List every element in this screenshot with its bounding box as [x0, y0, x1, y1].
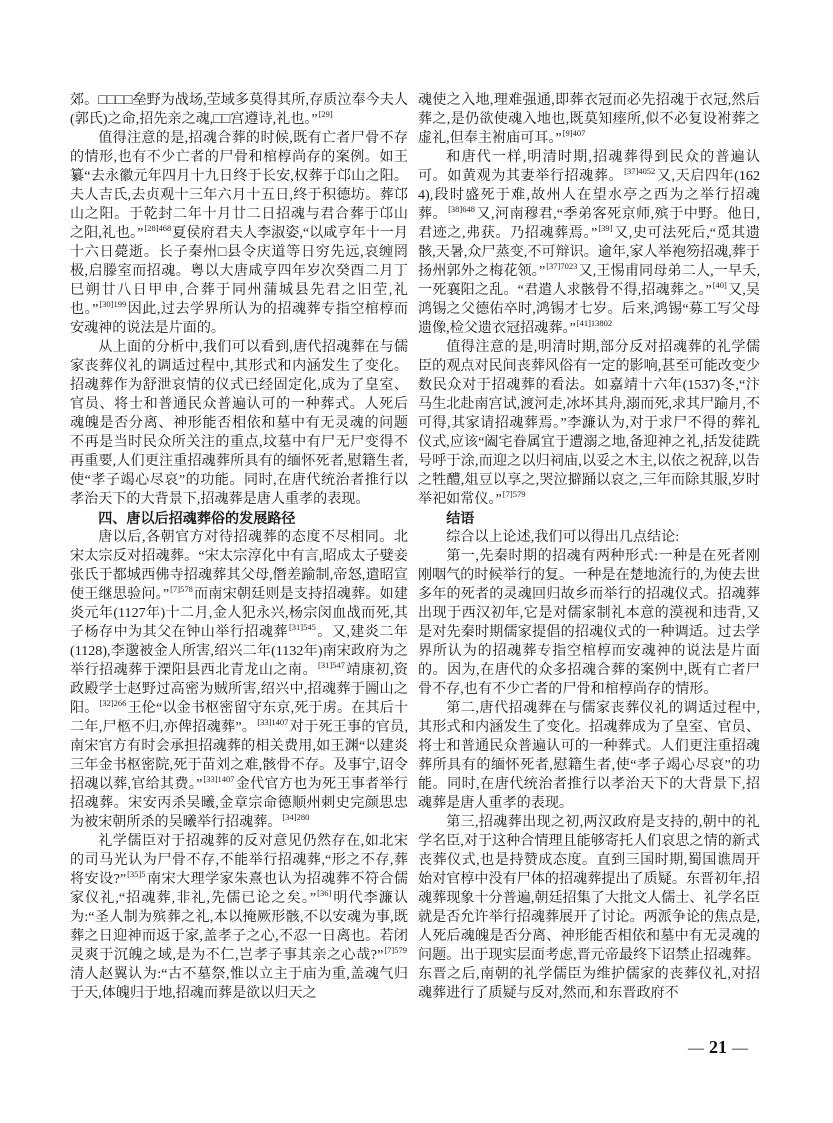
citation-superscript: [41]13802: [576, 318, 613, 329]
paragraph: 第三,招魂葬出现之初,两汉政府是支持的,朝中的礼学名臣,对于这种合情理且能够寄托人们哀思之情的新式丧葬仪式,也是持赞成态度。直到三国时期,蜀国谯周开始对官椁中没有尸体的招魂葬提出了质疑。东晋初年,招魂葬现象十分普遍,朝廷招集了大批文人儒士、礼学名臣就是否允许举行招魂葬展开了讨论。两派争论的焦点是,人死后魂魄是否分离、神形能否相依和墓中有无灵魂的问题。出于现实层面考虑,晋元帝最终下诏禁止招魂葬。东晋之后,南朝的礼学儒臣为维护儒家的丧葬仪礼,对招魂葬进行了质疑与反对,然而,和东晋政府不: [418, 814, 760, 1001]
paragraph: 礼学儒臣对于招魂葬的反对意见仍然存在,如北宋的司马光认为尸骨不存,不能举行招魂葬,“形之不存,葬将安设?”$^{[35]5}$南宋大理学家朱熹也认为招魂葬不符合儒家仪礼,“招魂葬,非礼,先儒已论之矣。”[36]明代李濂认为:“圣人制为殡葬之礼,本以掩厥形骸,不以安魂为事,既葬之日迎神而返于家,盖孝子之心,不忍一日离也。若闭灵爽于沉魄之域,是为不仁,岂孝子事其亲之心哉?”$^{[7]579}$清人赵翼认为:“古不墓祭,惟以立主于庙为重,盖魂气归于天,体魄归于地,招魂而葬是欲以归天之: [70, 833, 409, 1001]
citation-superscript: [30]199: [99, 299, 127, 310]
citation-superscript: [33]1407: [257, 717, 289, 728]
paragraph: 综合以上论述,我们可以得出几点结论:: [446, 529, 680, 545]
citation-superscript: [31]547: [318, 660, 345, 671]
left-column: [70, 91, 408, 1003]
section-heading: 四、唐以后招魂葬俗的发展路径: [98, 510, 296, 526]
right-column: [418, 91, 760, 1003]
paragraph: 唐以后,各朝官方对待招魂葬的态度不尽相同。北宋太宗反对招魂葬。“宋太宗淳化中有言,昭成太子嬖妾张氏于都城西佛寺招魂葬其父母,僭差踰制,帝怒,遣昭宣使王继思验问。”$^{[7]578}$而南宋朝廷则是支持招魂葬。如建炎元年(1127年)十二月,金人犯永兴,杨宗闵血战而死,其子杨存中为其父在钟山举行招魂葬$^{[31]545}$。又,建炎二年(1128),李邈被金人所害,绍兴二年(1132年)南宋政府为之举行招魂葬于溧阳县西北青龙山之南。$^{[31]547}$靖康初,资政殿学士赵野过高密为贼所害,绍兴中,招魂葬于圌山之阳。$^{[32]266}$王伦“以金书枢密留守东京,死于虏。在其后十二年,尸柩不归,亦俾招魂葬”。$^{[33]1407}$对于死王事的官员,南宋官方有时会承担招魂葬的相关费用,如王渊“以建炎三年金书枢密院,死于苗刘之难,骸骨不存。及事宁,诏令招魂以葬,官给其费。”$^{[33]1407}$金代官方也为死王事者举行招魂葬。宋安丙杀吴曦,金章宗命德顺州刺史完颜思忠为被宋朝所杀的吴曦举行招魂葬。$^{[34]280}$: [70, 529, 409, 830]
page-number-value: 21: [709, 1037, 727, 1057]
paragraph: 魂使之入地,理难强通,即葬衣冠而必先招魂于衣冠,然后葬之,是仍欲使魂入地也,既莫知瘗所,似不必复设袝葬之虚礼,但奉主袝庙可耳。”$^{[9]407}$: [418, 92, 760, 146]
section-heading: 结语: [446, 510, 475, 526]
citation-superscript: [31]545: [288, 622, 316, 633]
citation-superscript: [7]578: [170, 584, 193, 595]
citation-superscript: [38]648: [448, 204, 476, 215]
page-number: [633, 1037, 803, 1058]
paragraph: 值得注意的是,明清时期,部分反对招魂葬的礼学儒臣的观点对民间丧葬风俗有一定的影响,甚至可能改变少数民众对于招魂葬的看法。如嘉靖十六年(1537)冬,“汴马生北赴南宫试,渡河走,冰坏其舟,溺而死,求其尸踰月,不可得,其家请招魂葬焉。”李濂认为,对于求尸不得的葬礼仪式,应该“阖宅眷属宜于遭溺之地,备迎神之礼,括发徒跣号呼于涂,而迎之以归祠庙,以妥之木主,以依之祝辞,以告之牲醴,俎豆以享之,哭泣擗踊以哀之,三年而除其服,岁时举祀如常仪。”$^{[7]579}$: [418, 339, 760, 507]
citation-superscript: [9]407: [562, 128, 586, 139]
citation-superscript: [29]: [318, 109, 333, 120]
paragraph: 值得注意的是,招魂合葬的时候,既有亡者尸骨不存的情形,也有不少亡者的尸骨和棺椁尚存的案例。如王纂“去永徽元年四月十九日终于长安,权葬于邙山之阳。夫人吉氏,去贞观十三年六月十五日,终于积德坊。葬邙山之阳。于乾封二年十月廿二日招魂与君合葬于邙山之阳,礼也。”$^{[28]468}$夏侯府君夫人李淑姿,“以咸亨年十一月十六日薨逝。长子秦州□县令庆道等日穷先远,哀缠罔极,启滕室而招魂。粤以大唐咸亨四年岁次癸酉二月丁巳朔廿八日甲申,合葬于同州蒲城县先君之旧茔,礼也。”$^{[30]199}$因此,过去学界所认为的招魂葬专指空棺椁而安魂神的说法是片面的。: [70, 130, 408, 336]
citation-superscript: [7]579: [502, 489, 526, 500]
paragraph: 从上面的分析中,我们可以看到,唐代招魂葬在与儒家丧葬仪礼的调适过程中,其形式和内涵发生了变化。招魂葬作为舒泄哀情的仪式已经固定化,成为了皇室、官员、将士和普通民众普遍认可的一种葬式。人死后魂魄是否分离、神形能否相依和墓中有无灵魂的问题不再是当时民众所关注的重点,坟墓中有尸无尸变得不再重要,人们更注重招魂葬所具有的缅怀死者,慰籍生者,使“孝子竭心尽哀”的功能。同时,在唐代统治者推行以孝治天下的大背景下,招魂葬是唐人重孝的表现。: [70, 339, 408, 507]
citation-superscript: [39]: [598, 223, 613, 234]
paragraph: 第二,唐代招魂葬在与儒家丧葬仪礼的调适过程中,其形式和内涵发生了变化。招魂葬成为了皇室、官员、将士和普通民众普遍认可的一种葬式。人们更注重招魂葬所具有的缅怀死者,慰籍生者,使“孝子竭心尽哀”的功能。同时,在唐代统治者推行以孝治天下的大背景下,招魂葬是唐人重孝的表现。: [418, 700, 760, 811]
citation-superscript: [33]1407: [203, 774, 235, 785]
citation-superscript: [32]266: [99, 698, 127, 709]
paragraph: 第一,先秦时期的招魂有两种形式:一种是在死者刚刚咽气的时候举行的复。一种是在楚地流行的,为使去世多年的死者的灵魂回归故乡而举行的招魂仪式。招魂葬出现于西汉初年,它是对儒家制礼本意的漠视和违背,又是对先秦时期儒家提倡的招魂仪式的一种调适。过去学界所认为的招魂葬专指空棺椁而安魂神的说法是片面的。因为,在唐代的众多招魂合葬的案例中,既有亡者尸骨不存,也有不少亡者的尸骨和棺椁尚存的情形。: [418, 548, 760, 697]
paragraph: 和唐代一样,明清时期,招魂葬得到民众的普遍认可。如黄观为其妻举行招魂葬。$^{[37]4052}$又,天启四年(1624),段时盛死于难,故州人在望水亭之西为之举行招魂葬。$^{[38]648}$又,河南穆君,“季弟客死京师,殡于中野。他日,君迹之,弗获。乃招魂葬焉。”[39]又,史可法死后,“觅其遗骸,天暑,众尸蒸变,不可辩识。逾年,家人举袍笏招魂,葬于扬州郭外之梅花领。”$^{[37]7023}$又,王惕甫同母弟二人,一早夭,一死襄阳之乱。“君遣人求骸骨不得,招魂葬之。”[40]又,吴鸿锡之父德佑卒时,鸿锡才七岁。后来,鸿锡“募工写父母遗像,检父遗衣冠招魂葬。”$^{[41]13802}$: [418, 149, 761, 336]
citation-superscript: [37]4052: [624, 166, 656, 177]
citation-superscript: [34]280: [282, 812, 310, 823]
page-number-dash-right: —: [732, 1040, 748, 1057]
citation-superscript: [28]468: [144, 223, 172, 234]
citation-superscript: [35]5: [127, 869, 146, 880]
citation-superscript: [40]: [712, 280, 727, 291]
citation-superscript: [7]579: [384, 945, 407, 956]
paragraph: 郊。□□□□垒野为战场,茔域多莫得其所,存质泣奉今夫人(郭氏)之命,招先亲之魂,□□宫遵诗,礼也。”[29]: [70, 92, 408, 127]
citation-superscript: [36]: [317, 888, 332, 899]
page-number-dash-left: —: [688, 1040, 704, 1057]
citation-superscript: [37]7023: [546, 261, 578, 272]
